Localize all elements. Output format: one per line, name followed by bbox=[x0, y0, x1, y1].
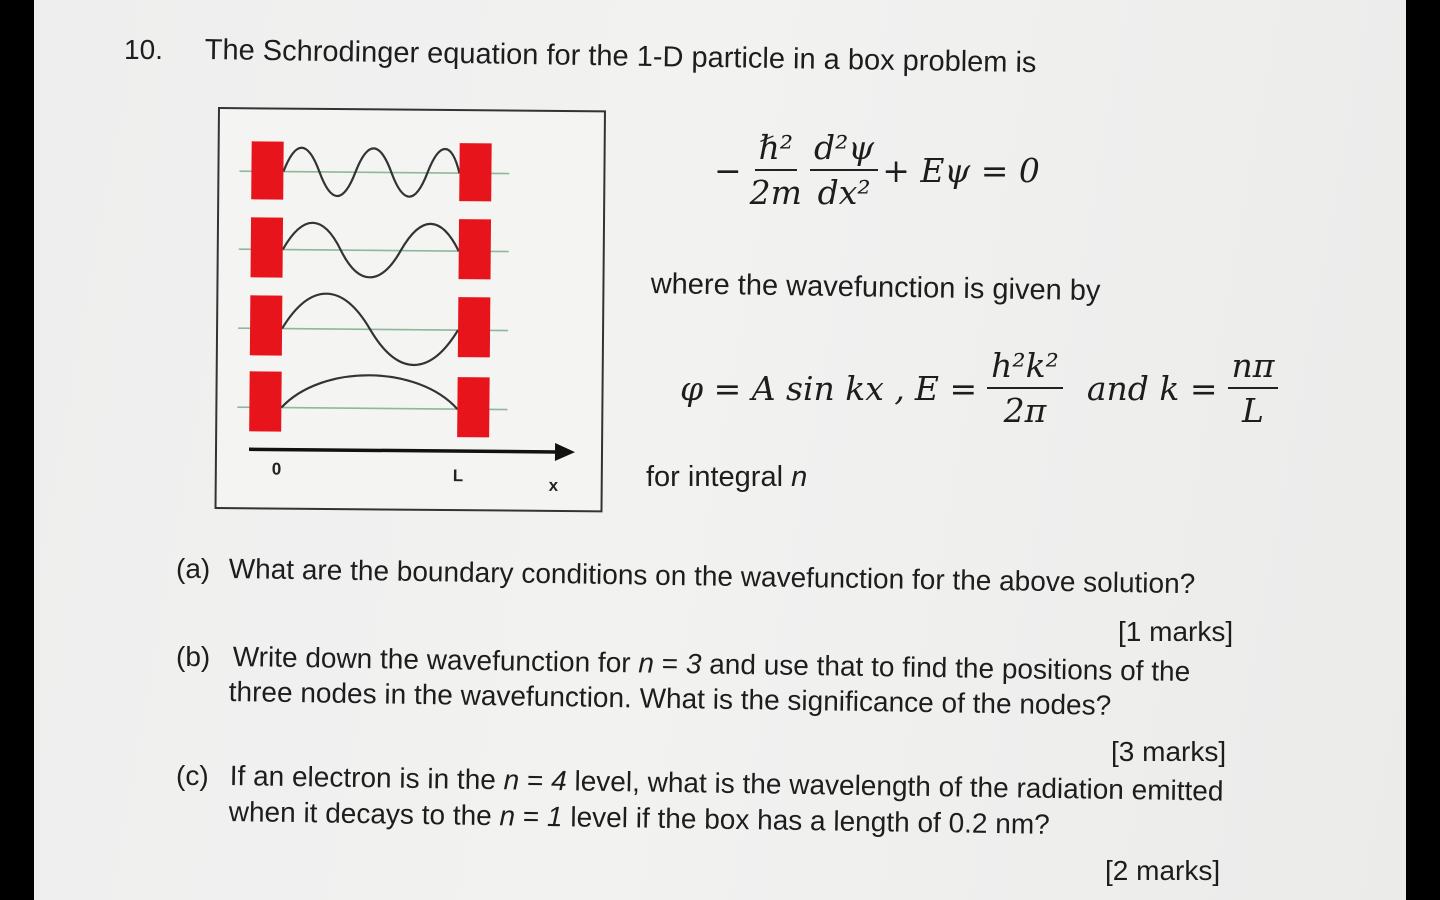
for-integral-label: for integral bbox=[646, 461, 792, 493]
part-c-line1-end: level, what is the wavelength of the radiation emitted bbox=[566, 765, 1224, 807]
axis-label-length: L bbox=[452, 466, 464, 486]
part-c-n: n bbox=[503, 764, 520, 796]
mass-denominator: 2m bbox=[749, 173, 802, 212]
for-integral-text bbox=[646, 461, 807, 494]
part-c-line2-start: when it decays to the bbox=[228, 796, 500, 832]
question-number: 10. bbox=[124, 34, 163, 65]
part-a-label: (a) bbox=[176, 553, 211, 584]
energy-fraction bbox=[987, 346, 1063, 430]
wall-right-n4 bbox=[459, 143, 492, 201]
k-fraction bbox=[1228, 346, 1279, 430]
hbar-fraction bbox=[746, 128, 806, 212]
part-b-line2: three nodes in the wavefunction. What is the significance of the nodes? bbox=[228, 676, 1112, 721]
x-axis-line bbox=[249, 449, 557, 452]
derivative-numerator: d²ψ bbox=[810, 128, 878, 171]
part-c-equals2: = bbox=[514, 800, 548, 832]
derivative-fraction bbox=[810, 128, 878, 212]
wall-left-n2 bbox=[250, 295, 283, 355]
figure-diagram bbox=[217, 109, 604, 510]
wall-right-n1 bbox=[457, 377, 490, 437]
axis-label-origin: 0 bbox=[271, 459, 282, 479]
part-b-marks: [3 marks] bbox=[1111, 736, 1227, 767]
phi-expression: φ = A sin kx , bbox=[680, 368, 905, 408]
axis-label-x: x bbox=[548, 475, 559, 495]
particle-in-box-figure bbox=[214, 107, 605, 512]
and-k: and k = bbox=[1086, 368, 1218, 408]
part-a-marks: [1 marks] bbox=[1118, 616, 1234, 647]
part-a-text: What are the boundary conditions on the wavefunction for the above solution? bbox=[228, 553, 1196, 600]
wall-right-n2 bbox=[458, 297, 491, 357]
derivative-denominator: dx² bbox=[817, 173, 871, 212]
schrodinger-equation bbox=[714, 128, 1040, 212]
part-b-line1-start: Write down the wavefunction for bbox=[232, 641, 639, 679]
energy-denominator: 2π bbox=[1003, 391, 1047, 430]
part-b-n: n bbox=[638, 647, 655, 679]
part-b-n-value: 3 bbox=[685, 648, 702, 680]
wavefunction-equation bbox=[680, 346, 1278, 430]
energy-numerator: h²k² bbox=[987, 346, 1063, 389]
part-c-label: (c) bbox=[176, 760, 209, 791]
part-c-n-value: 4 bbox=[550, 765, 567, 797]
part-c-n2: n bbox=[499, 800, 516, 832]
wall-left-n1 bbox=[249, 371, 282, 431]
part-b-label: (b) bbox=[176, 641, 211, 672]
k-numerator: nπ bbox=[1228, 346, 1279, 389]
part-c-line2-end: level if the box has a length of 0.2 nm? bbox=[562, 801, 1051, 840]
part-c-equals: = bbox=[518, 764, 552, 797]
part-c-n2-value: 1 bbox=[546, 801, 563, 833]
part-b-line1-end: and use that to find the positions of the bbox=[701, 648, 1191, 688]
minus-sign: − bbox=[714, 150, 742, 190]
for-integral-n: n bbox=[791, 461, 808, 493]
equation-rest: + Eψ = 0 bbox=[882, 150, 1040, 190]
wave-n1 bbox=[281, 375, 457, 410]
energy-lhs: E = bbox=[914, 368, 978, 408]
wall-left-n4 bbox=[251, 141, 284, 199]
part-b-equals: = bbox=[653, 647, 687, 680]
hbar-numerator: ℏ² bbox=[755, 128, 797, 171]
where-text: where the wavefunction is given by bbox=[650, 268, 1101, 308]
question-intro: The Schrodinger equation for the 1-D particle in a box problem is bbox=[204, 34, 1037, 80]
wall-left-n3 bbox=[251, 217, 284, 277]
part-c-marks: [2 marks] bbox=[1105, 855, 1221, 886]
part-c-line1-start: If an electron is in the bbox=[229, 760, 504, 796]
x-axis-arrowhead bbox=[555, 443, 575, 461]
wall-right-n3 bbox=[459, 219, 492, 279]
k-denominator: L bbox=[1242, 391, 1264, 430]
